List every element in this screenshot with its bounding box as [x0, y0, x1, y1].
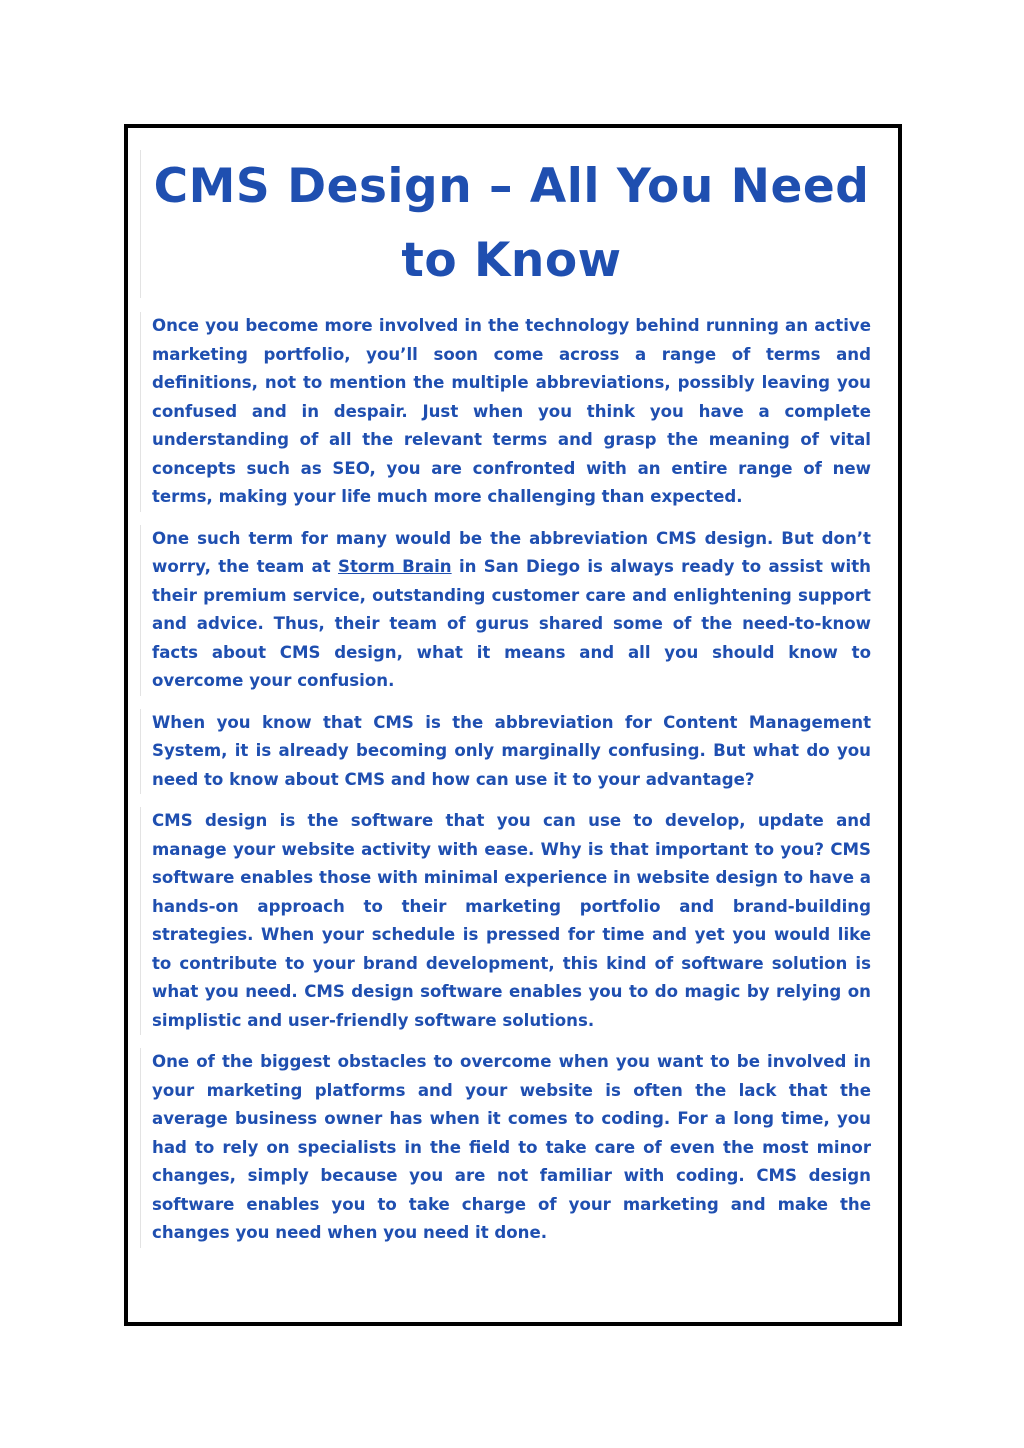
paragraph-cms-software: CMS design is the software that you can use to develop, update and manage your website activity with ease. Why is that important to you? CMS software enables those with minimal experience in website design to have a hands-on approach to their marketing portfolio and brand-building strategies. When your schedule is pressed for time and yet you would like to contribute to your brand development, this kind of software solution is what you need. CMS design software enables you to do magic by relying on simplistic and user-friendly software solutions.: [140, 807, 871, 1035]
paragraph-text: in San Diego is always ready to assist with their premium service, outstanding customer care and enlightening support and advice. Thus, their team of gurus shared some of the need-to-know facts about CMS design, what it means and all you should know to overcome your confusion.: [152, 557, 871, 690]
page-title: CMS Design – All You Need to Know: [140, 150, 871, 298]
paragraph-text: One such term for many would be the abbreviation CMS design. But don’t worry, the team at: [152, 528, 871, 576]
paragraph-storm-brain: [140, 525, 871, 696]
document-body: [151, 150, 871, 1261]
paragraph-intro: Once you become more involved in the technology behind running an active marketing portfolio, you’ll soon come across a range of terms and definitions, not to mention the multiple abbreviations, possibly leaving you confused and in despair. Just when you think you have a complete understanding of all the relevant terms and grasp the meaning of vital concepts such as SEO, you are confronted with an entire range of new terms, making your life much more challenging than expected.: [140, 312, 871, 512]
storm-brain-link[interactable]: Storm Brain: [338, 557, 452, 576]
paragraph-cms-definition: When you know that CMS is the abbreviation for Content Management System, it is already becoming only marginally confusing. But what do you need to know about CMS and how can use it to your advantage?: [140, 709, 871, 795]
paragraph-coding-obstacles: One of the biggest obstacles to overcome when you want to be involved in your marketing platforms and your website is often the lack that the average business owner has when it comes to coding. For a long time, you had to rely on specialists in the field to take care of even the most minor changes, simply because you are not familiar with coding. CMS design software enables you to take charge of your marketing and make the changes you need when you need it done.: [140, 1048, 871, 1248]
